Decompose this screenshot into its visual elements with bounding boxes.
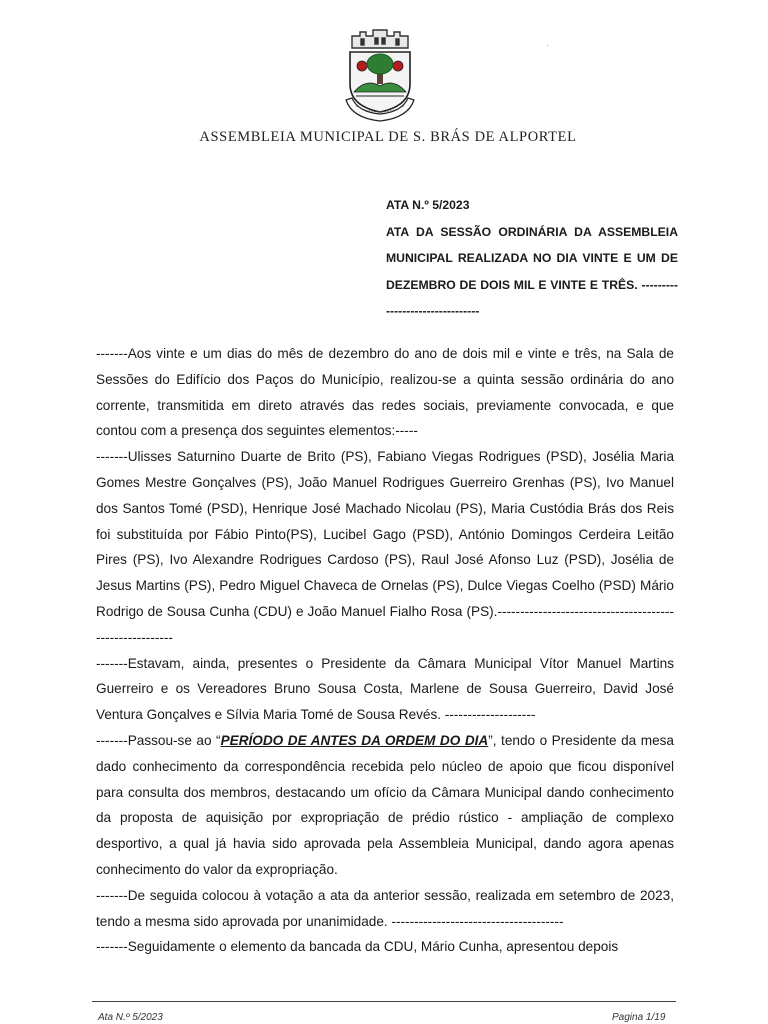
paragraph-session-opening: -------Aos vinte e um dias do mês de dezembro do ano de dois mil e vinte e três, na Sala de Sessões do Edifício dos Paços do Município, realizou-se a quinta sessão ordinária do ano corrente, transmitida em direto através das redes sociais, previamente convocada, e que contou com a presença dos seguintes elementos:----- bbox=[96, 346, 674, 439]
ata-heading-block bbox=[386, 192, 678, 325]
minutes-body bbox=[96, 341, 674, 960]
ata-subtitle: ATA DA SESSÃO ORDINÁRIA DA ASSEMBLEIA MUNICIPAL REALIZADA NO DIA VINTE E UM DE DEZEMBRO DE DOIS MIL E VINTE E TRÊS. -------------------------------- bbox=[386, 224, 678, 318]
period-before-agenda-heading: PERÍODO DE ANTES DA ORDEM DO DIA bbox=[220, 732, 489, 748]
scan-mark: · bbox=[546, 40, 549, 50]
footer-ata-reference: Ata N.º 5/2023 bbox=[98, 1012, 163, 1023]
municipal-coat-of-arms-icon bbox=[342, 26, 418, 124]
paragraph-before-agenda-rest: ”, tendo o Presidente da mesa dado conhecimento da correspondência recebida pelo núcleo de apoio que ficou disponível para consulta dos membros, destacando um ofício da Câmara Municipal dando conhecimento da proposta de aquisição por expropriação de prédio rústico - ampliação de complexo desportivo, a qual já havia sido aprovada pela Assembleia Municipal, dando agora apenas conhecimento do valor da expropriação. bbox=[96, 732, 674, 877]
ata-number: ATA N.º 5/2023 bbox=[386, 198, 470, 212]
paragraph-executive-present: -------Estavam, ainda, presentes o Presidente da Câmara Municipal Vítor Manuel Martins Guerreiro e os Vereadores Bruno Sousa Costa, Marlene de Sousa Guerreiro, David José Ventura Gonçalves e Sílvia Maria Tomé de Sousa Revés. -------------------- bbox=[96, 655, 674, 723]
footer-divider bbox=[92, 1001, 676, 1002]
assembly-title: ASSEMBLEIA MUNICIPAL DE S. BRÁS DE ALPORTEL bbox=[199, 129, 577, 145]
paragraph-cdu-intervention: -------Seguidamente o elemento da bancada da CDU, Mário Cunha, apresentou depois bbox=[96, 939, 619, 955]
paragraph-before-agenda-lead: -------Passou-se ao “ bbox=[96, 732, 221, 748]
paragraph-minutes-vote: -------De seguida colocou à votação a ata da anterior sessão, realizada em setembro de 2023, tendo a mesma sido aprovada por unanimidade. -------------------------------------- bbox=[96, 887, 674, 929]
paragraph-before-agenda bbox=[96, 728, 674, 883]
paragraph-members-present: -------Ulisses Saturnino Duarte de Brito (PS), Fabiano Viegas Rodrigues (PSD), Josélia Maria Gomes Mestre Gonçalves (PS), João Manuel Rodrigues Guerreiro Grenhas (PS), Ivo Manuel dos Santos Tomé (PSD), Henrique José Machado Nicolau (PS), Maria Custódia Brás dos Reis foi substituída por Fábio Pinto(PS), Lucibel Gago (PSD), António Domingos Cerdeira Leitão Pires (PS), Ivo Alexandre Rodrigues Cardoso (PS), Raul José Afonso Luz (PSD), Josélia de Jesus Martins (PS), Pedro Miguel Chaveca de Ornelas (PS), Dulce Viegas Coelho (PSD) Mário Rodrigo de Sousa Cunha (CDU) e João Manuel Fialho Rosa (PS).-------------------------------------------------------- bbox=[96, 449, 674, 645]
footer-page-number: Pagina 1/19 bbox=[612, 1012, 666, 1023]
